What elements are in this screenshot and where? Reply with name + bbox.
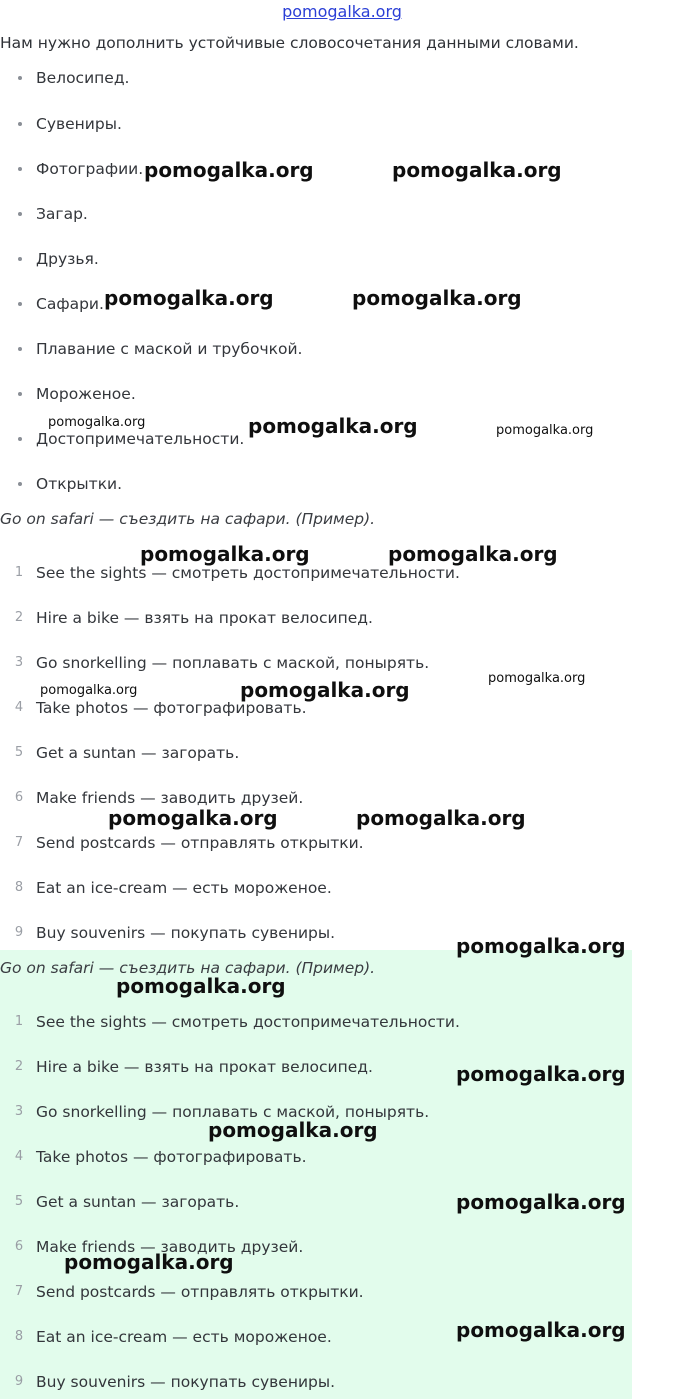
- item-number: 3: [14, 1104, 24, 1119]
- item-text: Make friends — заводить друзей.: [36, 1238, 304, 1256]
- item-text: Take photos — фотографировать.: [36, 1148, 307, 1166]
- item-number: 8: [14, 1329, 24, 1344]
- example-phrase: Go on safari — съездить на сафари. (Пример).: [0, 510, 376, 528]
- item-number: 7: [14, 1284, 24, 1299]
- item-text: Get a suntan — загорать.: [36, 744, 240, 762]
- item-number: 1: [14, 565, 24, 580]
- watermark: pomogalka.org: [456, 934, 626, 958]
- item-text: Get a suntan — загорать.: [36, 1193, 240, 1211]
- watermark: pomogalka.org: [104, 286, 274, 310]
- word-text: Плавание с маской и трубочкой.: [36, 340, 303, 358]
- item-number: 5: [14, 745, 24, 760]
- item-text: Hire a bike — взять на прокат велосипед.: [36, 1058, 373, 1076]
- site-header-link[interactable]: pomogalka.org: [282, 2, 402, 21]
- item-number: 3: [14, 655, 24, 670]
- word-text: Открытки.: [36, 475, 123, 493]
- word-text: Фотографии.: [36, 160, 144, 178]
- watermark: pomogalka.org: [140, 542, 310, 566]
- word-text: Сафари.: [36, 295, 104, 313]
- item-number: 7: [14, 835, 24, 850]
- word-text: Друзья.: [36, 250, 99, 268]
- bullet-icon: [18, 212, 22, 216]
- word-text: Сувениры.: [36, 115, 122, 133]
- watermark: pomogalka.org: [48, 415, 146, 430]
- item-number: 8: [14, 880, 24, 895]
- item-text: Take photos — фотографировать.: [36, 699, 307, 717]
- watermark: pomogalka.org: [496, 423, 594, 438]
- watermark: pomogalka.org: [456, 1318, 626, 1342]
- watermark: pomogalka.org: [40, 683, 138, 698]
- item-number: 5: [14, 1194, 24, 1209]
- bullet-icon: [18, 76, 22, 80]
- watermark: pomogalka.org: [208, 1118, 378, 1142]
- bullet-icon: [18, 392, 22, 396]
- item-number: 1: [14, 1014, 24, 1029]
- bullet-icon: [18, 347, 22, 351]
- watermark: pomogalka.org: [64, 1250, 234, 1274]
- word-text: Достопримечательности.: [36, 430, 245, 448]
- bullet-icon: [18, 302, 22, 306]
- watermark: pomogalka.org: [248, 414, 418, 438]
- bullet-icon: [18, 257, 22, 261]
- watermark: pomogalka.org: [388, 542, 558, 566]
- item-number: 4: [14, 700, 24, 715]
- item-text: See the sights — смотреть достопримечательности.: [36, 1013, 460, 1031]
- answer-example-phrase: Go on safari — съездить на сафари. (Пример).: [0, 959, 376, 977]
- watermark: pomogalka.org: [456, 1062, 626, 1086]
- item-text: Eat an ice-cream — есть мороженое.: [36, 1328, 332, 1346]
- bullet-icon: [18, 437, 22, 441]
- watermark: pomogalka.org: [144, 158, 314, 182]
- task-intro: Нам нужно дополнить устойчивые словосочетания данными словами.: [0, 34, 579, 52]
- item-text: Go snorkelling — поплавать с маской, понырять.: [36, 1103, 430, 1121]
- watermark: pomogalka.org: [352, 286, 522, 310]
- item-text: Eat an ice-cream — есть мороженое.: [36, 879, 332, 897]
- word-text: Мороженое.: [36, 385, 136, 403]
- item-text: Buy souvenirs — покупать сувениры.: [36, 924, 336, 942]
- word-text: Велосипед.: [36, 69, 130, 87]
- watermark: pomogalka.org: [240, 678, 410, 702]
- item-text: Send postcards — отправлять открытки.: [36, 834, 364, 852]
- watermark: pomogalka.org: [116, 974, 286, 998]
- item-number: 6: [14, 1239, 24, 1254]
- item-text: Hire a bike — взять на прокат велосипед.: [36, 609, 373, 627]
- watermark: pomogalka.org: [108, 806, 278, 830]
- item-number: 9: [14, 925, 24, 940]
- bullet-icon: [18, 167, 22, 171]
- item-number: 6: [14, 790, 24, 805]
- item-number: 2: [14, 1059, 24, 1074]
- item-text: Make friends — заводить друзей.: [36, 789, 304, 807]
- watermark: pomogalka.org: [488, 671, 586, 686]
- watermark: pomogalka.org: [392, 158, 562, 182]
- word-text: Загар.: [36, 205, 88, 223]
- item-number: 4: [14, 1149, 24, 1164]
- item-text: See the sights — смотреть достопримечательности.: [36, 564, 460, 582]
- item-number: 9: [14, 1374, 24, 1389]
- bullet-icon: [18, 482, 22, 486]
- bullet-icon: [18, 122, 22, 126]
- watermark: pomogalka.org: [456, 1190, 626, 1214]
- item-text: Go snorkelling — поплавать с маской, понырять.: [36, 654, 430, 672]
- item-number: 2: [14, 610, 24, 625]
- watermark: pomogalka.org: [356, 806, 526, 830]
- item-text: Send postcards — отправлять открытки.: [36, 1283, 364, 1301]
- item-text: Buy souvenirs — покупать сувениры.: [36, 1373, 336, 1391]
